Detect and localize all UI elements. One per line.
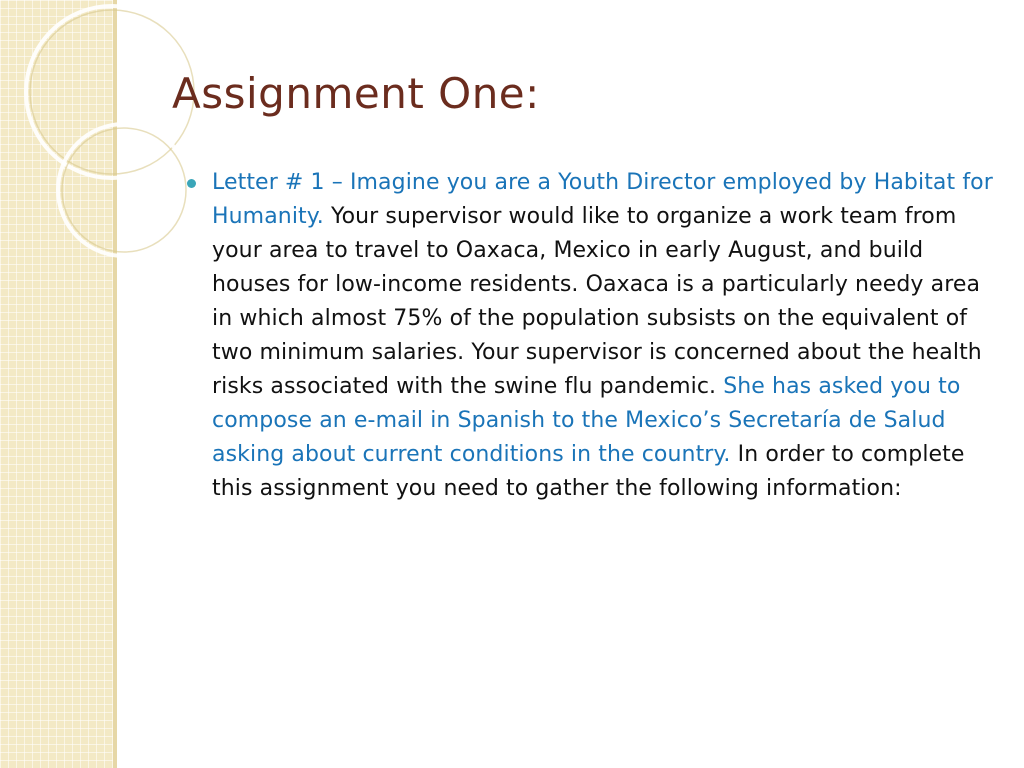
slide-title: Assignment One: [172,69,540,118]
decorative-circle-small [58,124,190,256]
email-task-text: She has asked you to compose an e-mail in Spanish to the Mexico’s Secretaría de Salud asking about current conditions in the country. [212,374,961,467]
decorative-circle-small-shadow [62,128,186,252]
bullet-item [187,166,997,506]
gather-information-text: In order to complete this assignment you need to gather the following information: [212,442,965,501]
decorative-circles [0,0,200,260]
letter-intro-text: Letter # 1 – Imagine you are a Youth Director employed by Habitat for Humanity. [212,170,993,229]
supervisor-request-text: Your supervisor would like to organize a work team from your area to travel to Oaxaca, Mexico in early August, and build houses for low-income residents. Oaxaca is a particularly needy area in which almost 75% of the population subsists on the equivalent of two minimum salaries. Your supervisor is concerned about the health risks associated with the swine flu pandemic. [212,204,982,399]
bullet-list [187,166,997,506]
decorative-circle-large-shadow [30,10,194,174]
bullet-dot-icon [187,179,196,188]
